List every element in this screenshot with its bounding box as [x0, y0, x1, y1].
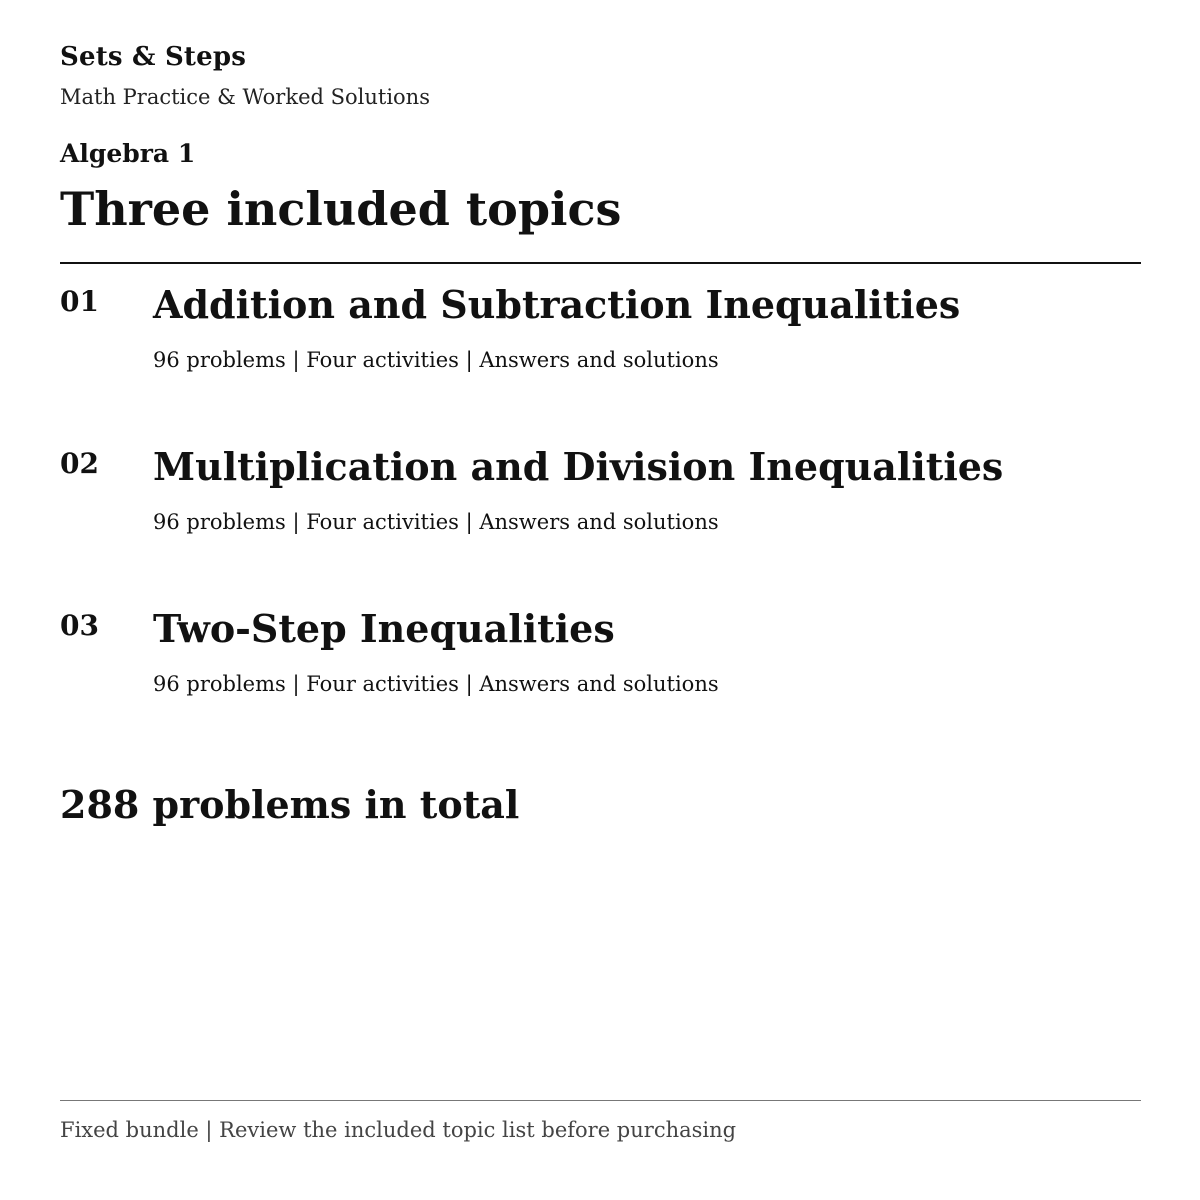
header-divider: [60, 262, 1141, 264]
footer-note: Fixed bundle | Review the included topic list before purchasing: [60, 1118, 737, 1142]
topic-title: Multiplication and Division Inequalities: [153, 444, 1004, 489]
topic-number: 01: [60, 285, 99, 318]
topic-meta: 96 problems | Four activities | Answers and solutions: [153, 672, 719, 696]
topic-meta: 96 problems | Four activities | Answers and solutions: [153, 348, 719, 372]
topic-meta: 96 problems | Four activities | Answers and solutions: [153, 510, 719, 534]
page-title: Three included topics: [60, 182, 622, 236]
subject-label: Algebra 1: [60, 139, 196, 168]
topic-item: [60, 444, 1141, 584]
topic-title: Two-Step Inequalities: [153, 606, 615, 651]
total-problems: 288 problems in total: [60, 782, 520, 827]
brand-tagline: Math Practice & Worked Solutions: [60, 85, 430, 109]
topic-title: Addition and Subtraction Inequalities: [153, 282, 961, 327]
footer-divider: [60, 1100, 1141, 1101]
topic-number: 03: [60, 609, 99, 642]
topic-item: [60, 282, 1141, 422]
topic-number: 02: [60, 447, 99, 480]
topic-item: [60, 606, 1141, 746]
brand-name: Sets & Steps: [60, 42, 247, 72]
